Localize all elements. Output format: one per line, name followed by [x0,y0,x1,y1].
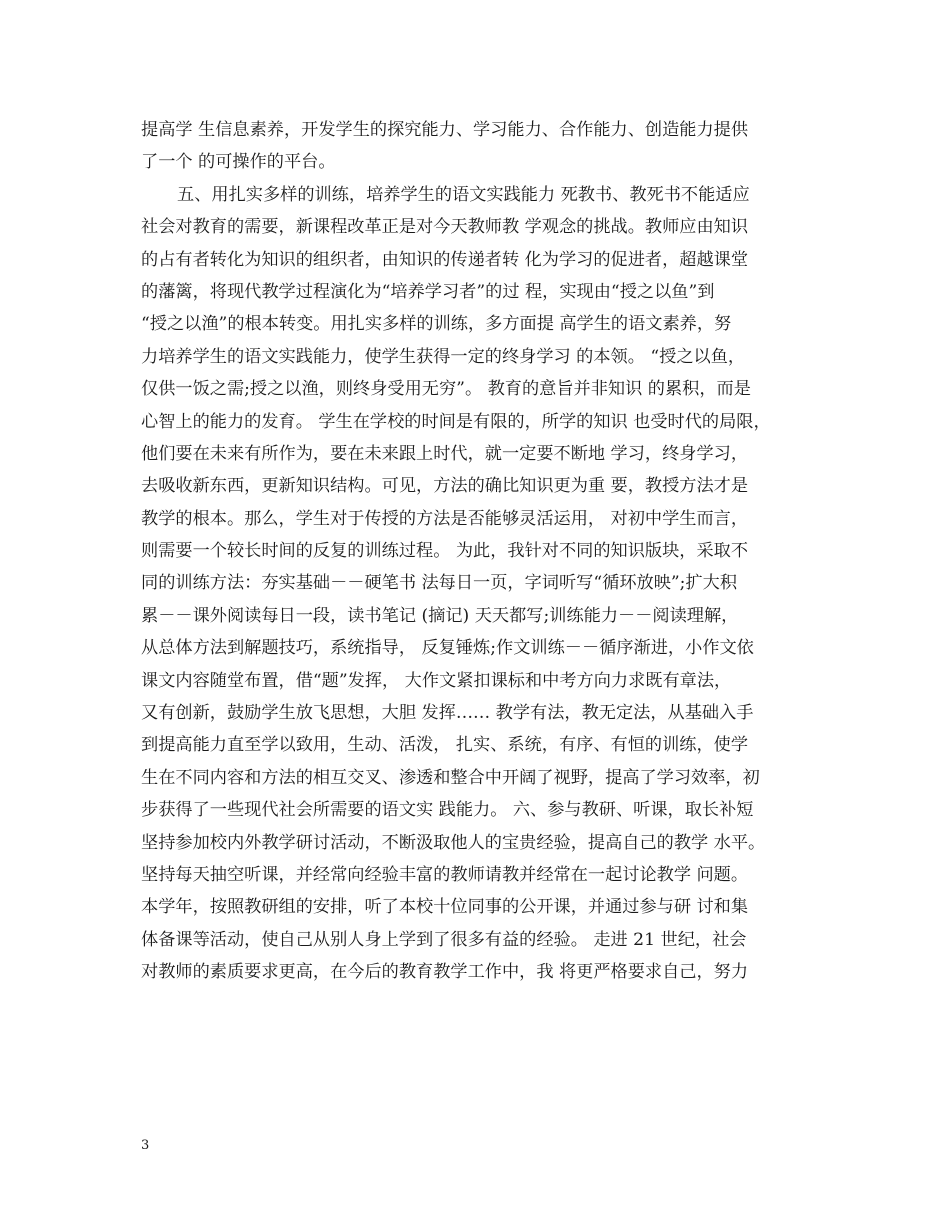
text-line: 去吸收新东西，更新知识结构。可见，方法的确比知识更为重 要，教授方法才是 [141,476,749,497]
text-line: 从总体方法到解题技巧，系统指导， 反复锤炼;作文训练－－循序渐进，小作文依 [141,638,754,659]
text-line: 坚持参加校内外教学研讨活动，不断汲取他人的宝贵经验，提高自己的教学 水平。 [141,832,766,853]
text-line: 生在不同内容和方法的相互交叉、渗透和整合中开阔了视野，提高了学习效率，初 [141,767,760,788]
text-line: 同的训练方法：夯实基础－－硬笔书 法每日一页，字词听写“循环放映”;扩大积 [141,573,738,594]
text-line: 本学年，按照教研组的安排，听了本校十位同事的公开课，并通过参与研 讨和集 [141,897,749,918]
page-number: 3 [141,1138,150,1153]
text-line: 提高学 生信息素养，开发学生的探究能力、学习能力、合作能力、创造能力提供 [141,120,749,140]
text-line: 心智上的能力的发育。 学生在学校的时间是有限的，所学的知识 也受时代的局限， [141,411,771,432]
text-line: 课文内容随堂布置，借“题”发挥， 大作文紧扣课标和中考方向力求既有章法， [141,670,732,691]
text-line: 了一个 的可操作的平台。 [141,152,336,173]
section-heading-line: 五、用扎实多样的训练，培养学生的语文实践能力 死教书、教死书不能适应 [177,184,750,205]
text-line: 教学的根本。那么，学生对于传授的方法是否能够灵活运用， 对初中学生而言， [141,508,749,529]
text-line: 体备课等活动，使自己从别人身上学到了很多有益的经验。 走进 21 世纪，社会 [141,929,747,950]
text-line: 又有创新，鼓励学生放飞思想，大胆 发挥…… 教学有法，教无定法，从基础入手 [141,703,754,724]
text-line: 仅供一饭之需;授之以渔，则终身受用无穷”。 教育的意旨并非知识 的累积，而是 [141,379,751,400]
text-line: 他们要在未来有所作为，要在未来跟上时代，就一定要不断地 学习，终身学习， [141,443,749,464]
text-line: 社会对教育的需要，新课程改革正是对今天教师教 学观念的挑战。教师应由知识 [141,217,749,238]
text-line: 力培养学生的语文实践能力，使学生获得一定的终身学习 的本领。 “授之以鱼， [141,346,746,367]
body-text [141,114,821,989]
text-line: 对教师的素质要求更高，在今后的教育教学工作中，我 将更严格要求自己，努力 [141,962,749,983]
text-line: 的占有者转化为知识的组织者，由知识的传递者转 化为学习的促进者，超越课堂 [141,249,749,270]
text-line: 的藩篱，将现代教学过程演化为“培养学习者”的过 程，实现由“授之以鱼”到 [141,281,715,302]
text-line: 到提高能力直至学以致用，生动、活泼， 扎实、系统，有序、有恒的训练，使学 [141,735,749,756]
text-line: “授之以渔”的根本转变。用扎实多样的训练，多方面提 高学生的语文素养，努 [141,314,732,335]
text-line: 累－－课外阅读每日一段，读书笔记 (摘记) 天天都写;训练能力－－阅读理解， [141,605,739,626]
text-line: 则需要一个较长时间的反复的训练过程。 为此，我针对不同的知识版块，采取不 [141,541,749,562]
text-line: 步获得了一些现代社会所需要的语文实 践能力。 六、参与教研、听课，取长补短 [141,800,754,821]
text-line: 坚持每天抽空听课，并经常向经验丰富的教师请教并经常在一起讨论教学 问题。 [141,864,749,885]
